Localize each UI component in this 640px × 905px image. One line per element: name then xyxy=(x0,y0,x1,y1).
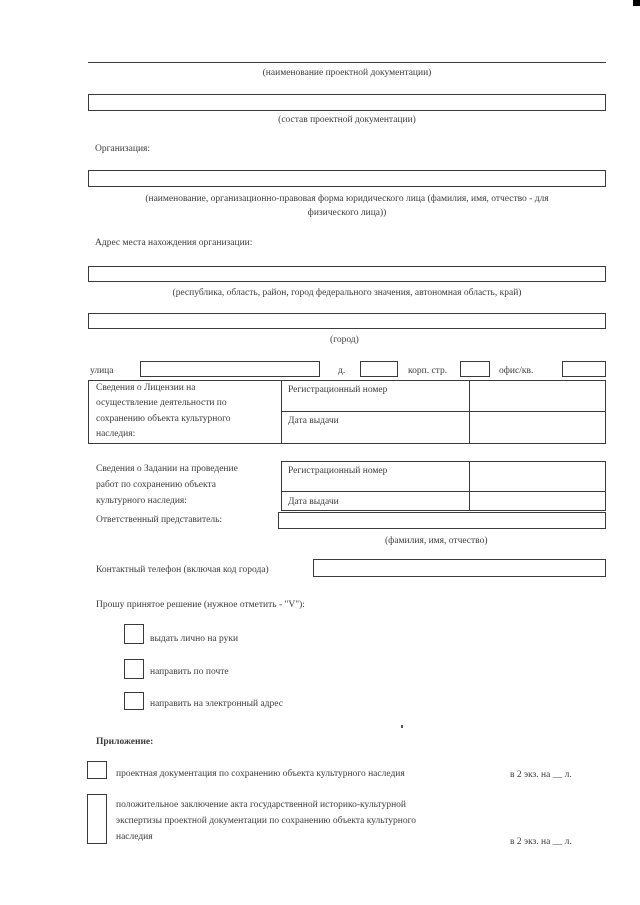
attachment-2-checkbox[interactable] xyxy=(87,794,107,844)
task-reg-number-field[interactable] xyxy=(470,462,605,490)
building-field[interactable] xyxy=(460,361,490,377)
attachment-2-qty: в 2 экз. на __ л. xyxy=(510,837,572,847)
attachment-2-text-3: наследия xyxy=(116,832,153,842)
attachment-2-text-1: положительное заключение акта государственной историко-культурной xyxy=(116,800,406,810)
option-email-checkbox[interactable] xyxy=(124,692,144,710)
street-field[interactable] xyxy=(140,361,320,377)
license-label-3: сохранению объекта культурного xyxy=(96,414,231,424)
doc-name-line[interactable] xyxy=(88,62,606,63)
task-label-2: работ по сохранению объекта xyxy=(96,480,216,490)
building-label: корп. стр. xyxy=(408,366,448,376)
street-label: улица xyxy=(90,366,114,376)
license-issue-date-label: Дата выдачи xyxy=(288,416,339,426)
decision-label: Прошу принятое решение (нужное отметить - "V"): xyxy=(96,600,305,610)
address-label: Адрес места нахождения организации: xyxy=(95,238,253,248)
license-issue-date-field[interactable] xyxy=(470,412,605,443)
office-field[interactable] xyxy=(562,361,606,377)
option-by-mail-label: направить по почте xyxy=(150,667,229,677)
doc-composition-field[interactable] xyxy=(88,94,606,111)
house-field[interactable] xyxy=(360,361,398,377)
contact-phone-label: Контактный телефон (включая код города) xyxy=(96,565,269,575)
license-reg-number-field[interactable] xyxy=(470,381,605,410)
license-divider-1 xyxy=(281,380,282,444)
organization-label: Организация: xyxy=(95,144,151,154)
representative-field[interactable] xyxy=(278,512,606,529)
option-in-person-label: выдать лично на руки xyxy=(150,634,239,644)
doc-name-caption: (наименование проектной документации) xyxy=(262,68,432,78)
attachment-1-qty: в 2 экз. на __ л. xyxy=(510,770,572,780)
license-label-4: наследия: xyxy=(96,429,136,439)
region-caption: (республика, область, район, город федерального значения, автономная область, край) xyxy=(172,288,522,298)
scan-mark xyxy=(633,0,640,6)
city-field[interactable] xyxy=(88,313,606,329)
doc-composition-caption: (состав проектной документации) xyxy=(278,115,416,125)
representative-label: Ответственный представитель: xyxy=(96,515,223,525)
city-caption: (город) xyxy=(330,335,359,345)
organization-caption-2: физического лица)) xyxy=(307,208,387,218)
task-issue-date-label: Дата выдачи xyxy=(288,497,339,507)
scan-speck xyxy=(401,725,403,728)
license-label-1: Сведения о Лицензии на xyxy=(96,383,196,393)
attachment-2-text-2: экспертизы проектной документации по сохранению объекта культурного xyxy=(116,816,417,826)
house-label: д. xyxy=(338,366,346,376)
region-field[interactable] xyxy=(88,266,606,282)
option-email-label: направить на электронный адрес xyxy=(150,699,283,709)
task-issue-date-field[interactable] xyxy=(470,492,605,510)
contact-phone-field[interactable] xyxy=(313,559,606,577)
license-reg-number-label: Регистрационный номер xyxy=(288,385,388,395)
task-reg-number-label: Регистрационный номер xyxy=(288,466,388,476)
attachment-1-checkbox[interactable] xyxy=(87,761,107,779)
task-label-3: культурного наследия: xyxy=(96,496,187,506)
attachments-title: Приложение: xyxy=(96,737,154,747)
organization-caption-1: (наименование, организационно-правовая форма юридического лица (фамилия, имя, отчество - для xyxy=(145,194,549,204)
option-in-person-checkbox[interactable] xyxy=(124,624,144,644)
organization-field[interactable] xyxy=(88,170,606,187)
attachment-1-text: проектная документация по сохранению объекта культурного наследия xyxy=(116,769,405,779)
office-label: офис/кв. xyxy=(499,366,534,376)
task-label-1: Сведения о Задании на проведение xyxy=(96,464,238,474)
license-label-2: осуществление деятельности по xyxy=(96,398,227,408)
representative-caption: (фамилия, имя, отчество) xyxy=(385,536,488,546)
option-by-mail-checkbox[interactable] xyxy=(124,659,144,679)
